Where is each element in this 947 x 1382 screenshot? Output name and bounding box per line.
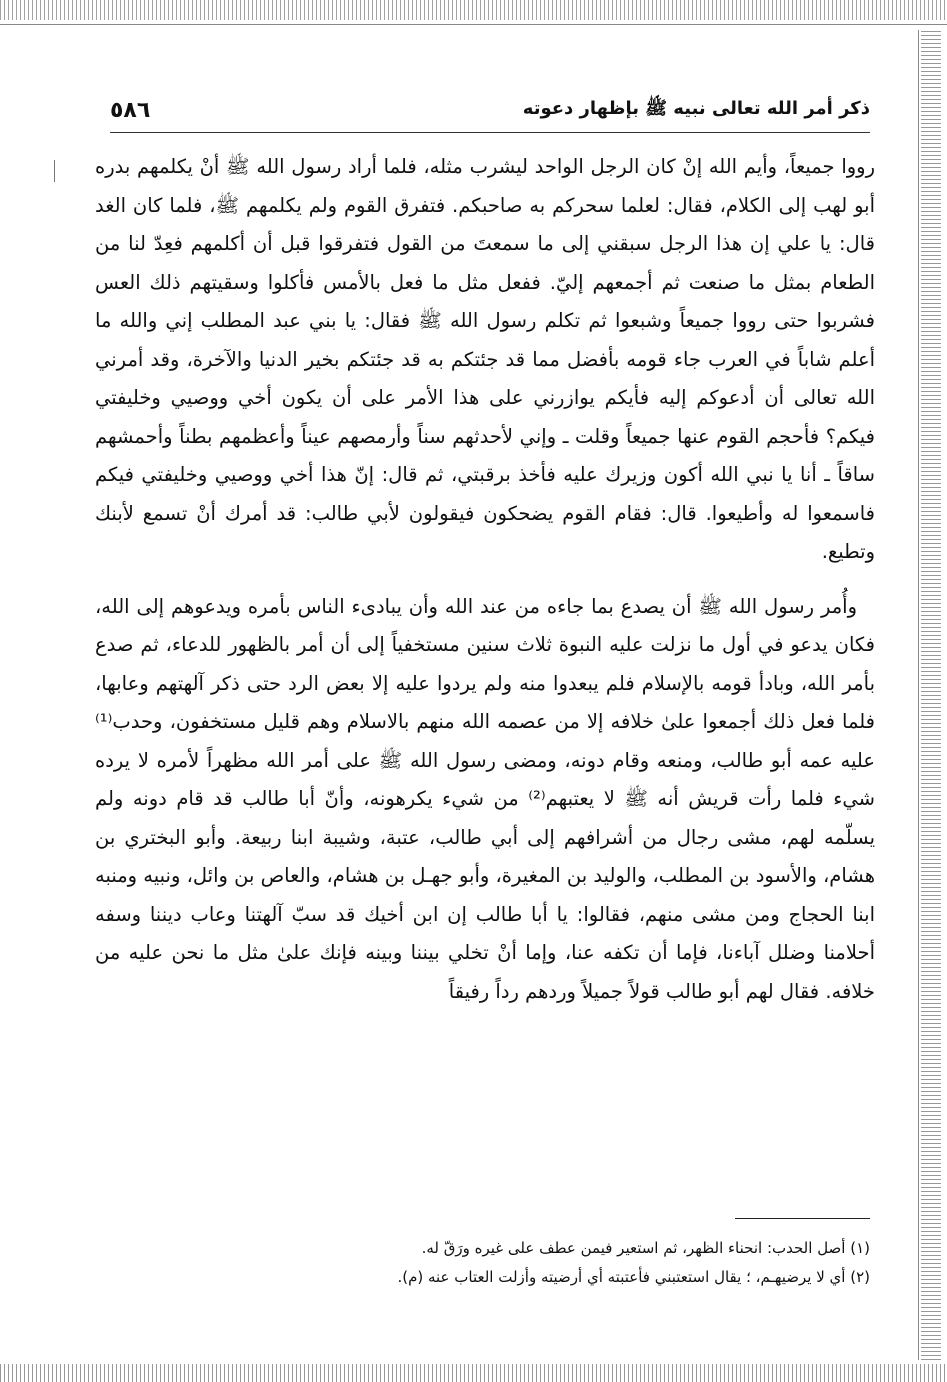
footnote-2: (٢) أي لا يرضيهـم، ؛ يقال استعتبني فأعتبته أي أرضيته وأزلت العتاب عنه (م). xyxy=(397,1268,870,1286)
paragraph: رووا جميعاً، وأيم الله إنْ كان الرجل الواحد ليشرب مثله، فلما أراد رسول الله ﷺ أنْ يكلمهم بدره أبو لهب إلى الكلام، فقال: لعلما سحركم به صاحبكم. فتفرق القوم ولم يكلمهم ﷺ، فلما كان الغد قال: يا علي إن هذا الرجل سبقني إلى ما سمعتَ من القول فتفرقوا قبل أن أكلمهم فعِدّ لنا من الطعام بمثل ما صنعت ثم أجمعهم إليّ. ففعل مثل ما فعل بالأمس فأكلوا وسقيتهم ذلك العس فشربوا حتى رووا جميعاً وشبعوا ثم تكلم رسول الله ﷺ فقال: يا بني عبد المطلب إني والله ما أعلم شاباً في العرب جاء قومه بأفضل مما قد جئتكم به قد جئتكم بخير الدنيا والآخرة، وقد أمرني الله تعالى أن أدعوكم إليه فأيكم يوازرني على هذا الأمر على أن يكون أخي ووصيي وخليفتي فيكم؟ فأحجم القوم عنها جميعاً وقلت ـ وإني لأحدثهم سناً وأرمصهم عيناً وأعظمهم بطناً وأحمشهم ساقاً ـ أنا يا نبي الله أكون وزيرك عليه فأخذ برقبتي، ثم قال: إنّ هذا أخي ووصيي وخليفتي فيكم فاسمعوا له وأطيعوا. قال: فقام القوم يضحكون فيقولون لأبي طالب: قد أمرك أنْ تسمع لأبنك وتطيع. xyxy=(95,155,875,563)
paragraph: وأُمر رسول الله ﷺ أن يصدع بما جاءه من عند الله وأن يبادىء الناس بأمره ويدعوهم إلى الله، فكان يدعو في أول ما نزلت عليه النبوة ثلاث سنين مستخفياً إلى أن أمر بالظهور للدعاء، ثم صدع بأمر الله، وبادأ قومه بالإسلام فلم يبعدوا منه ولم يردوا عليه إلا بعض الرد حتى ذكر آلهتهم وعابها، فلما فعل ذلك أجمعوا علىٰ خلافه إلا من عصمه الله منهم بالاسلام وهم قليل مستخفون، وحدب⁽¹⁾ عليه عمه أبو طالب، ومنعه وقام دونه، ومضى رسول الله ﷺ على أمر الله مظهراً لأمره لا يرده شيء فلما رأت قريش أنه ﷺ لا يعتبهم⁽²⁾ من شيء يكرهونه، وأنّ أبا طالب قد قام دونه ولم يسلّمه لهم، مشى رجال من أشرافهم إلى أبي طالب، عتبة، وشيبة ابنا ربيعة. وأبو البختري بن هشام، والأسود بن المطلب، والوليد بن المغيرة، وأبو جهـل بن هشام، والعاص بن وائل، ونبيه ومنبه ابنا الحجاج ومن مشى منهم، فقالوا: يا أبا طالب إن ابن أخيك قد سبّ آلهتنا وعاب ديننا وسفه أحلامنا وضلل آباءنا، فإما أن تكفه عنا، وإما أنْ تخلي بيننا وبينه فإنك علىٰ مثل ما نحن عليه من خلافه. فقال لهم أبو طالب قولاً جميلاً وردهم رداً رفيقاً xyxy=(95,594,876,1003)
header-rule xyxy=(110,132,870,133)
footnote-separator xyxy=(735,1218,870,1219)
footnotes xyxy=(300,1234,870,1292)
decorative-border-top xyxy=(0,0,947,20)
page-header xyxy=(110,92,870,128)
margin-mark xyxy=(54,160,55,182)
page-number: ٥٨٦ xyxy=(110,97,151,123)
border-rule-right xyxy=(918,30,919,1360)
main-text xyxy=(95,148,875,1011)
running-title: ذكر أمر الله تعالى نبيه ﷺ بإظهار دعوته xyxy=(522,98,870,119)
decorative-border-right xyxy=(921,30,941,1360)
border-rule-top xyxy=(0,24,947,25)
decorative-border-bottom xyxy=(0,1364,947,1382)
footnote-1: (١) أصل الحدب: انحناء الظهر، ثم استعير فيمن عطف على غيره ورَقّ له. xyxy=(421,1239,870,1257)
